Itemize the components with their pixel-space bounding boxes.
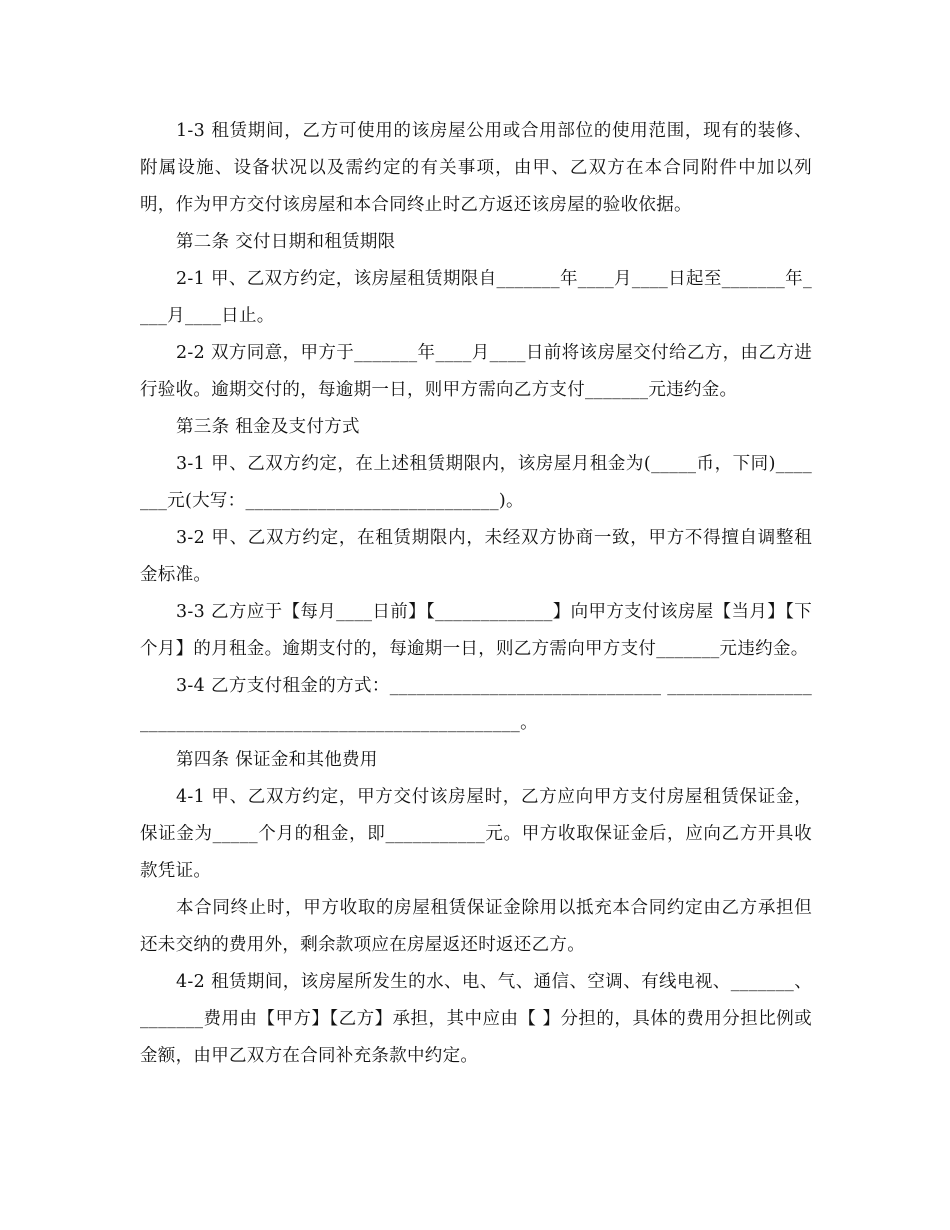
clause-3-3: 3-3 乙方应于【每月____日前】【_____________】向甲方支付该房屋【当月】【下个月】的月租金。逾期支付的，每逾期一日，则乙方需向甲方支付_______元违约金。 bbox=[140, 602, 812, 659]
deposit-return-paragraph: 本合同终止时，甲方收取的房屋租赁保证金除用以抵充本合同约定由乙方承担但还未交纳的费用外，剩余款项应在房屋返还时返还乙方。 bbox=[140, 898, 812, 955]
clause-3-1: 3-1 甲、乙双方约定，在上述租赁期限内，该房屋月租金为(_____币，下同)_______元(大写：____________________________)。 bbox=[140, 454, 812, 511]
clause-4-1: 4-1 甲、乙双方约定，甲方交付该房屋时，乙方应向甲方支付房屋租赁保证金，保证金为_____个月的租金，即___________元。甲方收取保证金后，应向乙方开具收款凭证。 bbox=[140, 787, 812, 881]
article-4-heading: 第四条 保证金和其他费用 bbox=[176, 750, 378, 770]
clause-3-2: 3-2 甲、乙双方约定，在租赁期限内，未经双方协商一致，甲方不得擅自调整租金标准。 bbox=[140, 528, 812, 585]
clause-2-2: 2-2 双方同意，甲方于_______年____月____日前将该房屋交付给乙方，由乙方进行验收。逾期交付的，每逾期一日，则甲方需向乙方支付_______元违约金。 bbox=[140, 343, 812, 400]
clause-3-4: 3-4 乙方支付租金的方式：______________________________ __________________________________________________________。 bbox=[140, 676, 812, 733]
clause-4-2: 4-2 租赁期间，该房屋所发生的水、电、气、通信、空调、有线电视、_______、_______费用由【甲方】【乙方】承担，其中应由【 】分担的，具体的费用分担比例或金额，由甲乙双方在合同补充条款中约定。 bbox=[140, 972, 812, 1066]
article-2-heading: 第二条 交付日期和租赁期限 bbox=[176, 232, 396, 252]
clause-2-1: 2-1 甲、乙双方约定，该房屋租赁期限自_______年____月____日起至_______年____月____日止。 bbox=[140, 269, 812, 326]
clause-1-3: 1-3 租赁期间，乙方可使用的该房屋公用或合用部位的使用范围，现有的装修、附属设施、设备状况以及需约定的有关事项，由甲、乙双方在本合同附件中加以列明，作为甲方交付该房屋和本合同终止时乙方返还该房屋的验收依据。 bbox=[140, 121, 812, 215]
article-3-heading: 第三条 租金及支付方式 bbox=[176, 417, 360, 437]
contract-body bbox=[140, 113, 812, 1075]
